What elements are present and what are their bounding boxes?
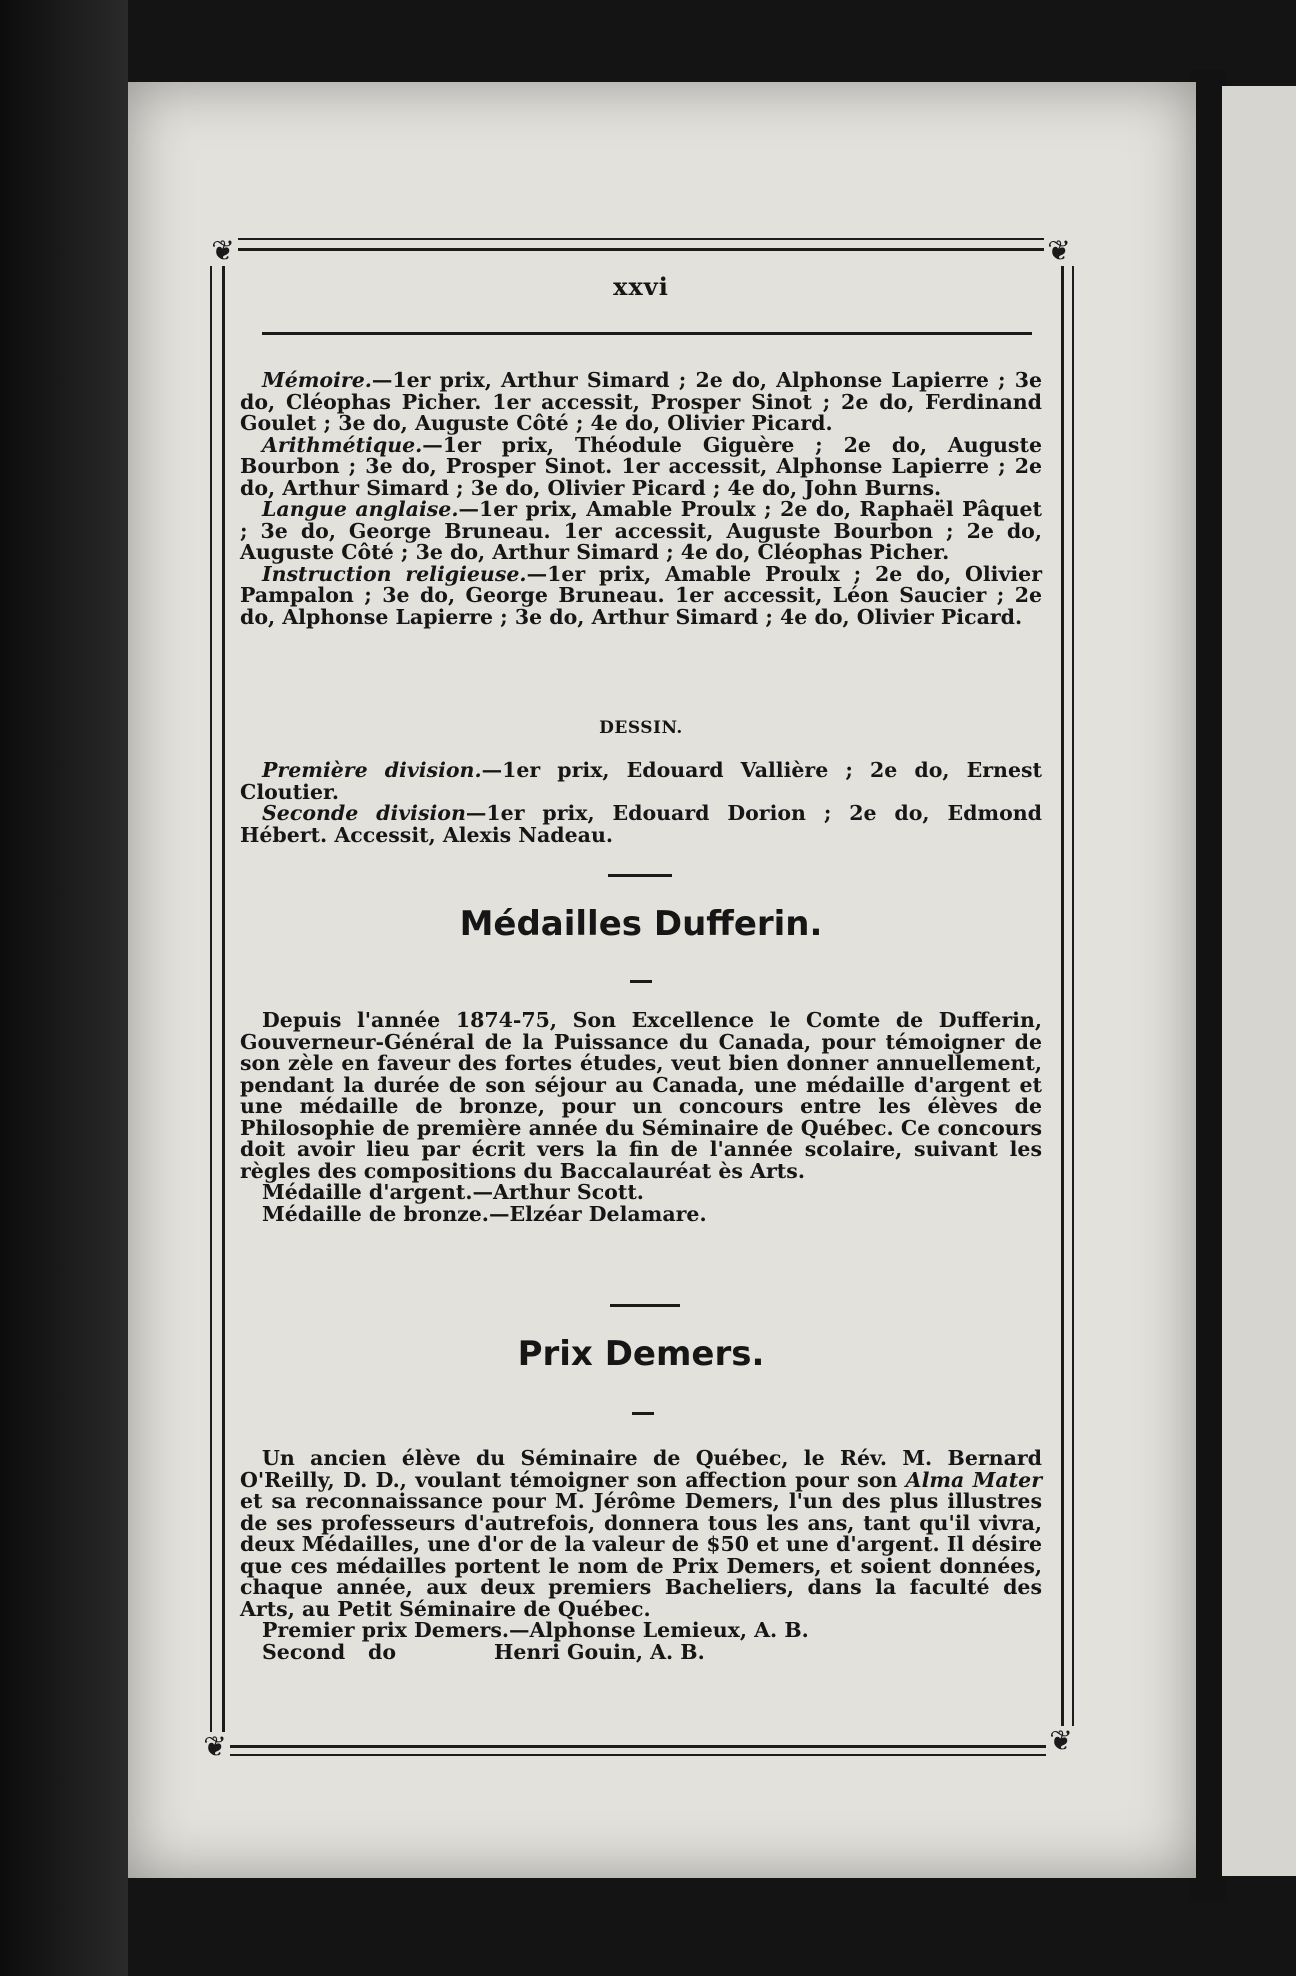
prize-paragraph-arithmetique [240, 432, 1042, 500]
corner-ornament-top-right: ❦ [1044, 236, 1074, 266]
prize-list [240, 370, 1042, 628]
division-label: Première division. [262, 758, 482, 782]
page-content [240, 268, 1042, 1708]
corner-ornament-bottom-left: ❦ [200, 1732, 230, 1762]
prize-text: —1er prix, Arthur Simard ; 2e do, Alphonse Lapierre ; 3e do, Cléophas Picher. 1er accessit, Prosper Sinot ; 2e do, Ferdinand Goulet ; 3e do, Auguste Côté ; 4e do, Olivier Picard. [240, 368, 1042, 435]
demers-first-prize [240, 1620, 1042, 1642]
prize-text: —1er prix, Théodule Giguère ; 2e do, Auguste Bourbon ; 3e do, Prosper Sinot. 1er accessit, Alphonse Lapierre ; 2e do, Arthur Simard ; 3e do, Olivier Picard ; 4e do, John Burns. [240, 432, 1042, 500]
demers-second-prize [240, 1639, 1042, 1664]
division-text: —1er prix, Edouard Dorion ; 2e do, Edmond Hébert. Accessit, Alexis Nadeau. [240, 801, 1043, 847]
dufferin-silver-medal: Médaille d'argent.—Arthur Scott. [262, 1180, 644, 1204]
division-label: Seconde division [262, 801, 466, 825]
demers-body-part2: et sa reconnaissance pour M. Jérôme Demers, l'un des plus illustres de ses professeurs d'autrefois, donnera tous les ans, tant qu'il vivra, deux Médailles, une d'or de la valeur de $50 et une d'argent. Il désire que ces médailles portent le nom de Prix Demers, et soient données, chaque année, aux deux premiers Bacheliers, dans la faculté des Arts, au Petit Séminaire de Québec. [240, 1489, 1042, 1621]
page-number: xxvi [613, 272, 669, 301]
subject-label: Langue anglaise. [262, 497, 459, 521]
corner-ornament-bottom-right: ❦ [1046, 1726, 1076, 1756]
alma-mater: Alma Mater [905, 1467, 1043, 1492]
demers-body-part1: Un ancien élève du Séminaire de Québec, le Rév. M. Bernard O'Reilly, D. D., voulant témoigner son affection pour son [240, 1446, 1042, 1492]
prize-paragraph-langue-anglaise [240, 499, 1042, 564]
subject-label: Instruction religieuse. [262, 561, 527, 586]
section-rule [608, 874, 672, 877]
prize-text: —1er prix, Amable Proulx ; 2e do, Raphaël Pâquet ; 3e do, George Bruneau. 1er accessit, Auguste Bourbon ; 2e do, Auguste Côté ; 3e do, Arthur Simard ; 4e do, Cléophas Picher. [240, 497, 1042, 564]
demers-title: Prix Demers. [517, 1334, 765, 1374]
first-prize-name: —Alphonse Lemieux, A. B. [509, 1618, 809, 1642]
title-dash [630, 980, 652, 983]
next-page-edge [1222, 86, 1296, 1876]
dessin-second-division [240, 803, 1042, 846]
book-binding [0, 0, 128, 1976]
prize-text: —1er prix, Amable Proulx ; 2e do, Olivier Pampalon ; 3e do, George Bruneau. 1er accessit, Léon Saucier ; 2e do, Alphonse Lapierre ; 3e do, Arthur Simard ; 4e do, Olivier Picard. [240, 561, 1043, 629]
dessin-heading: DESSIN. [599, 718, 683, 738]
dessin-first-division [240, 760, 1042, 803]
dufferin-body: Depuis l'année 1874-75, Son Excellence le Comte de Dufferin, Gouverneur-Général de la Puissance du Canada, pour témoigner de son zèle en faveur des fortes études, veut bien donner annuellement, pendant la durée de son séjour au Canada, une médaille d'argent et une médaille de bronze, pour un concours entre les élèves de Philosophie de première année du Séminaire de Québec. Ce concours doit avoir lieu par écrit vers la fin de l'année scolaire, suivant les règles des compositions du Baccalauréat ès Arts. [240, 1008, 1042, 1183]
second-prize-do: do [368, 1639, 397, 1664]
prize-paragraph-instruction-religieuse [240, 561, 1043, 629]
prize-paragraph-memoire [240, 370, 1042, 435]
dessin-section [240, 760, 1042, 846]
header-rule [262, 332, 1032, 335]
dufferin-section [240, 1010, 1042, 1225]
first-prize-label: Premier prix Demers. [262, 1618, 510, 1642]
second-prize-label: Second [262, 1639, 346, 1664]
subject-label: Mémoire. [262, 368, 372, 392]
corner-ornament-top-left: ❦ [208, 236, 238, 266]
division-text: —1er prix, Edouard Vallière ; 2e do, Ernest Cloutier. [240, 758, 1042, 804]
dufferin-bronze-medal: Médaille de bronze.—Elzéar Delamare. [262, 1201, 707, 1226]
demers-body [240, 1448, 1042, 1620]
section-rule [610, 1304, 680, 1307]
second-prize-name: Henri Gouin, A. B. [494, 1639, 705, 1664]
demers-section [240, 1448, 1042, 1663]
title-dash [632, 1412, 654, 1415]
dufferin-title: Médailles Dufferin. [459, 904, 823, 944]
subject-label: Arithmétique. [262, 432, 423, 457]
